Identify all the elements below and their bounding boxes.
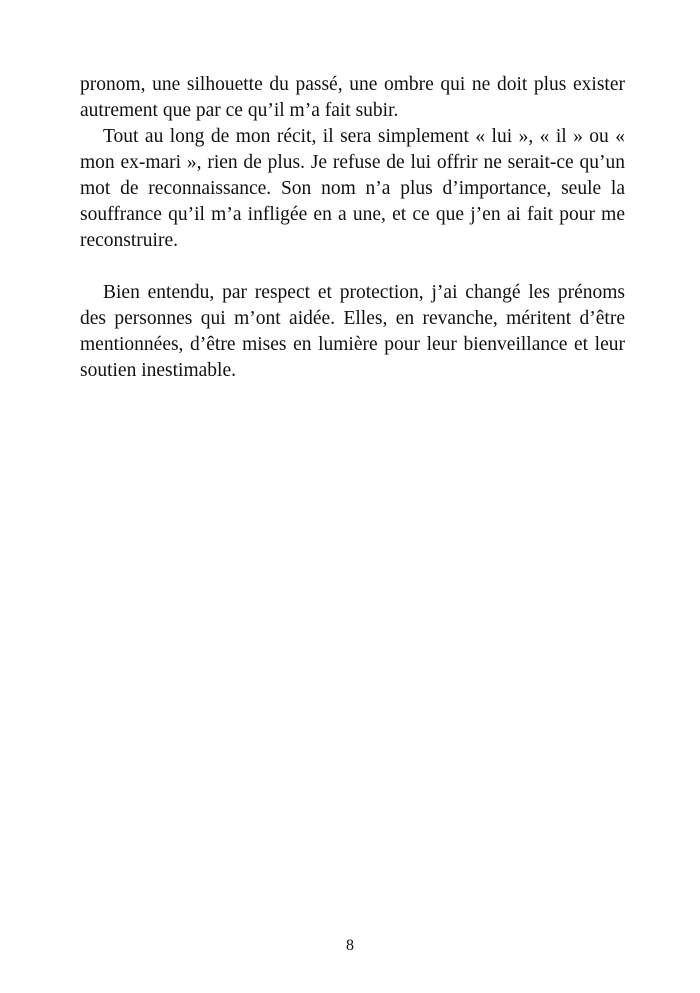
paragraph-continuation: pronom, une silhouette du passé, une ombre qui ne doit plus exister autrement que par ce qu’il m’a fait subir. [80, 74, 625, 121]
paragraph-names-notice: Bien entendu, par respect et protection, j’ai changé les prénoms des personnes qui m’ont aidée. Elles, en revanche, méritent d’être mentionnées, d’être mises en lumière pour leur bienveillance et leur soutien inestimable. [80, 282, 625, 381]
page-number: 8 [346, 937, 354, 954]
paragraph-narrative: Tout au long de mon récit, il sera simplement « lui », « il » ou « mon ex-mari », rien de plus. Je refuse de lui offrir ne serait-ce qu’un mot de reconnaissance. Son nom n’a plus d’importance, seule la souffrance qu’il m’a infligée en a une, et ce que j’en ai fait pour me reconstruire. [80, 126, 625, 251]
body-text [80, 72, 625, 384]
